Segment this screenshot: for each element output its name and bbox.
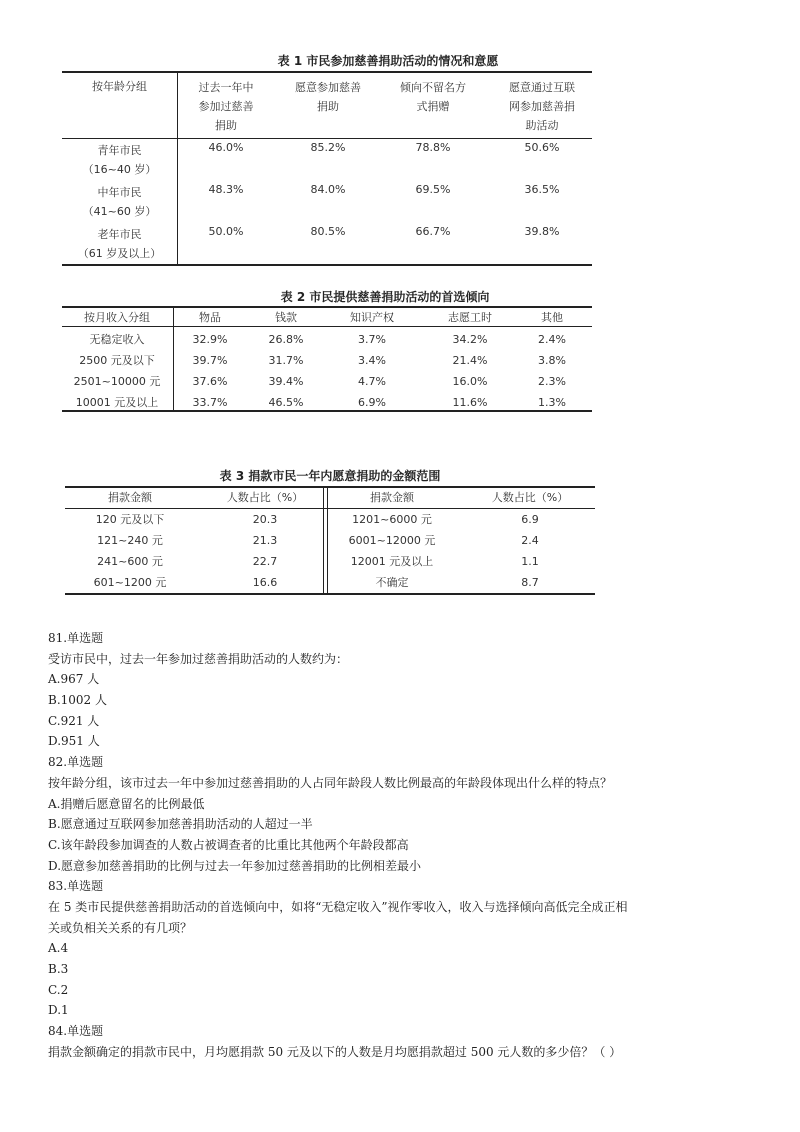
question-title-81: 81.单选题 — [48, 631, 104, 645]
table3-caption: 表 3 捐款市民一年内愿意捐助的金额范围 — [219, 469, 441, 483]
table-row: 10001 元及以上 33.7% 46.5% 6.9% 11.6% 1.3% — [75, 396, 566, 409]
option-83-b[interactable]: B.3 — [48, 962, 69, 976]
option-83-d[interactable]: D.1 — [48, 1003, 69, 1018]
table-row: 中年市民 （41~60 岁） 48.3% 84.0% 69.5% 36.5% — [82, 183, 560, 218]
question-stem-83: 在 5 类市民提供慈善捐助活动的首选倾向中，如将“无稳定收入”视作零收入，收入与选择倾向高低完全成正相 — [48, 899, 628, 914]
option-81-d[interactable]: D.951 人 — [48, 734, 100, 749]
table-row: 120 元及以下 20.3 1201~6000 元 6.9 — [95, 513, 539, 526]
t1-h2: 愿意参加慈善 捐助 — [295, 81, 361, 113]
questions — [48, 628, 768, 1062]
table3 — [65, 488, 595, 593]
t1-h3: 倾向不留名方 式捐赠 — [400, 81, 466, 113]
option-82-a[interactable]: A.捐赠后愿意留名的比例最低 — [48, 796, 205, 811]
table3-header: 捐款金额 人数占比（%） 捐款金额 人数占比（%） — [108, 491, 569, 504]
table-row: 2501~10000 元 37.6% 39.4% 4.7% 16.0% 2.3% — [73, 375, 566, 388]
question-stem-81: 受访市民中，过去一年参加过慈善捐助活动的人数约为： — [48, 651, 349, 666]
table1 — [62, 73, 592, 264]
table-row: 老年市民 （61 岁及以上） 50.0% 80.5% 66.7% 39.8% — [77, 225, 560, 260]
option-81-c[interactable]: C.921 人 — [48, 713, 100, 728]
question-title-84: 84.单选题 — [48, 1024, 104, 1039]
t1-h0: 按年龄分组 — [92, 80, 147, 93]
table1-header — [62, 73, 592, 138]
question-title-82: 82.单选题 — [48, 755, 104, 770]
table1-caption: 表 1 市民参加慈善捐助活动的情况和意愿 — [277, 54, 499, 68]
t1-h1: 过去一年中 参加过慈善 捐助 — [198, 81, 254, 132]
table2 — [62, 308, 592, 413]
option-82-c[interactable]: C.该年龄段参加调查的人数占被调查者的比重比其他两个年龄段都高 — [48, 837, 409, 852]
question-title-83: 83.单选题 — [48, 879, 104, 894]
question-stem-82: 按年龄分组，该市过去一年中参加过慈善捐助的人占同年龄段人数比例最高的年龄段体现出什么样的特点？ — [48, 775, 613, 790]
table-row: 601~1200 元 16.6 不确定 8.7 — [93, 576, 539, 589]
question-stem-84: 捐款金额确定的捐款市民中，月均愿捐款 50 元及以下的人数是月均愿捐款超过 500 元人数的多少倍？（ ） — [48, 1044, 622, 1059]
table-row: 241~600 元 22.7 12001 元及以上 1.1 — [97, 555, 539, 568]
option-83-a[interactable]: A.4 — [48, 941, 69, 956]
table-row: 无稳定收入 32.9% 26.8% 3.7% 34.2% 2.4% — [89, 333, 566, 346]
table-row: 青年市民 （16~40 岁） 46.0% 85.2% 78.8% 50.6% — [82, 141, 560, 176]
table2-header: 按月收入分组 物品 钱款 知识产权 志愿工时 其他 — [84, 311, 563, 324]
table-row: 2500 元及以下 39.7% 31.7% 3.4% 21.4% 3.8% — [79, 354, 566, 367]
option-81-a[interactable]: A.967 人 — [48, 672, 100, 687]
option-82-d[interactable]: D.愿意参加慈善捐助的比例与过去一年参加过慈善捐助的比例相差最小 — [48, 858, 422, 873]
table-row: 121~240 元 21.3 6001~12000 元 2.4 — [97, 534, 539, 547]
table2-caption: 表 2 市民提供慈善捐助活动的首选倾向 — [280, 290, 490, 304]
option-83-c[interactable]: C.2 — [48, 982, 69, 997]
option-81-b[interactable]: B.1002 人 — [48, 693, 107, 708]
question-stem-83-cont: 关或负相关关系的有几项？ — [48, 920, 193, 935]
option-82-b[interactable]: B.愿意通过互联网参加慈善捐助活动的人超过一半 — [48, 817, 313, 832]
t1-h4: 愿意通过互联 网参加慈善捐 助活动 — [509, 81, 575, 132]
